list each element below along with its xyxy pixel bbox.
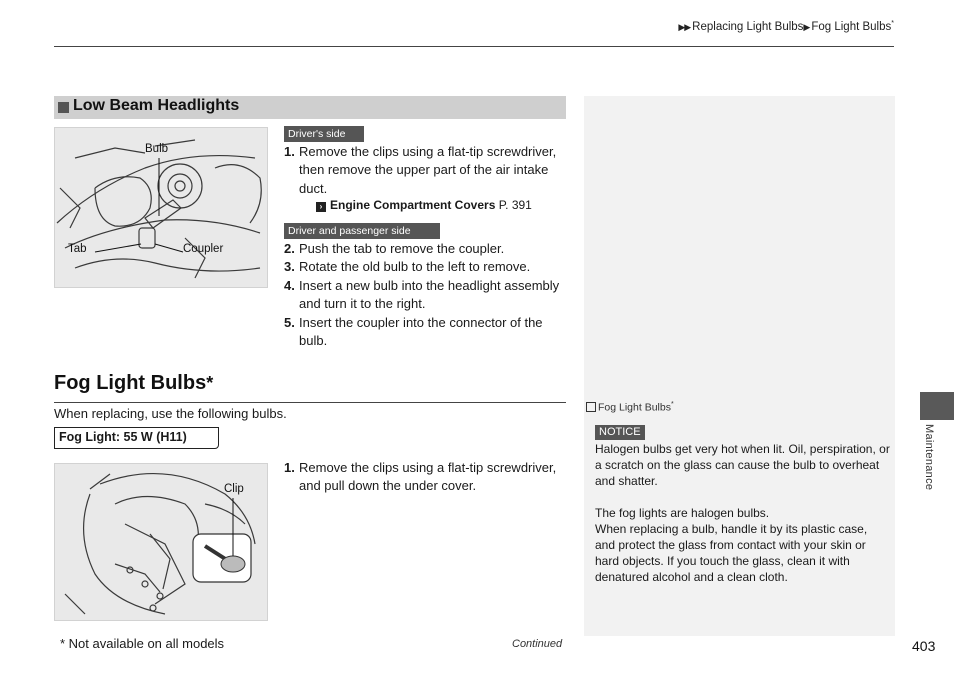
step-number: 5. — [284, 314, 295, 330]
step-text: Insert the coupler into the connector of the bulb. — [299, 314, 543, 348]
section-square-icon — [58, 102, 69, 113]
low-beam-step-2 — [284, 240, 566, 258]
fog-intro: When replacing, use the following bulbs. — [54, 406, 287, 421]
xref-arrow-icon: › — [316, 202, 326, 212]
low-beam-step-4 — [284, 277, 566, 314]
figure-label-bulb: Bulb — [145, 143, 169, 155]
breadcrumb-link-replacing[interactable]: Replacing Light Bulbs — [692, 20, 804, 33]
chapter-tab[interactable] — [920, 392, 954, 420]
note-box-icon — [586, 402, 596, 412]
step-number: 4. — [284, 277, 295, 293]
step-text: Push the tab to remove the coupler. — [299, 241, 505, 256]
low-beam-step-5 — [284, 314, 566, 351]
fog-bulb-spec: Fog Light: 55 W (H11) — [54, 427, 219, 449]
breadcrumb-arrow-icon: ▶▶ — [678, 21, 691, 32]
low-beam-step-1 — [284, 143, 566, 198]
step-text: Remove the clips using a flat-tip screwdriver, and pull down the under cover. — [299, 460, 557, 494]
chapter-label: Maintenance — [923, 424, 935, 491]
fog-title-text: Fog Light Bulbs — [54, 372, 207, 394]
fog-title-star: * — [206, 373, 214, 393]
page-number: 403 — [912, 638, 936, 654]
note-heading-star: * — [670, 401, 674, 408]
fog-section-title — [54, 372, 213, 395]
breadcrumb-arrow-icon: ▶ — [803, 21, 810, 32]
step-text: Rotate the old bulb to the left to remove. — [299, 259, 531, 275]
notice-tag: NOTICE — [595, 425, 645, 440]
figure-label-clip: Clip — [224, 483, 244, 495]
xref-title[interactable]: Engine Compartment Covers — [330, 198, 496, 212]
note-heading — [586, 401, 674, 414]
low-beam-figure — [54, 127, 268, 288]
step-text: Insert a new bulb into the headlight assembly and turn it to the right. — [299, 277, 560, 312]
continued-label: Continued — [512, 638, 563, 650]
breadcrumb-link-fog[interactable]: Fog Light Bulbs — [811, 20, 892, 33]
note-paragraph-2: When replacing a bulb, handle it by its plastic case, and protect the glass from contact with your skin or hard objects. If you touch the glass, clean it with denatured alcohol and a clean cloth. — [595, 522, 868, 584]
section-title: Low Beam Headlights — [73, 97, 240, 114]
figure-label-coupler: Coupler — [183, 243, 224, 255]
step-number: 1. — [284, 460, 295, 475]
xref-page: P. 391 — [495, 198, 532, 212]
step-number: 2. — [284, 241, 295, 256]
both-sides-tag: Driver and passenger side — [284, 223, 440, 239]
step-number: 1. — [284, 144, 295, 159]
fog-title-rule — [54, 402, 566, 403]
cross-reference[interactable] — [316, 198, 532, 212]
breadcrumb-star: * — [891, 20, 894, 27]
section-header-low-beam — [54, 96, 566, 119]
step-text: Remove the clips using a flat-tip screwdriver, then remove the upper part of the air intake duct. — [299, 144, 557, 196]
figure-label-tab: Tab — [68, 243, 87, 255]
notice-text: Halogen bulbs get very hot when lit. Oil, perspiration, or a scratch on the glass can cause the bulb to overheat and shatter. — [595, 442, 890, 488]
low-beam-step-3 — [284, 258, 566, 276]
note-heading-text: Fog Light Bulbs — [598, 401, 671, 414]
fog-light-figure — [54, 463, 268, 621]
step-number: 3. — [284, 259, 295, 275]
breadcrumb — [678, 20, 894, 33]
footnote: * Not available on all models — [60, 636, 225, 651]
header-rule — [54, 46, 894, 47]
drivers-side-tag: Driver's side — [284, 126, 364, 142]
note-paragraph-1: The fog lights are halogen bulbs. — [595, 506, 770, 520]
fog-step-1 — [284, 459, 566, 496]
